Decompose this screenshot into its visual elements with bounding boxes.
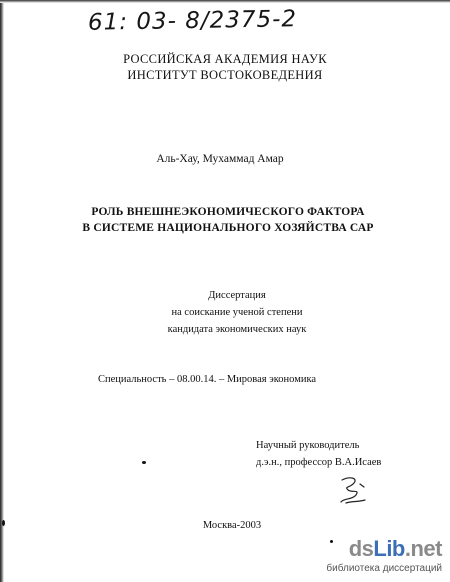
place-and-year: Москва-2003 — [202, 520, 262, 531]
logo-part-lib: Lib — [373, 536, 405, 561]
watermark-subtitle: библиотека диссертаций — [326, 563, 442, 574]
supervisor-label: Научный руководитель — [256, 440, 360, 451]
degree-line-1: на соискание ученой степени — [171, 307, 303, 318]
specialty-line: Специальность – 08.00.14. – Мировая экономика — [98, 374, 317, 385]
dissertation-title-line-1: РОЛЬ ВНЕШНЕЭКОНОМИЧЕСКОГО ФАКТОРА — [91, 206, 365, 218]
logo-part-net: .net — [404, 536, 442, 561]
supervisor-signature — [338, 474, 368, 506]
dslib-watermark[interactable] — [326, 536, 446, 580]
scan-edge-top — [0, 0, 450, 3]
scan-speck — [142, 461, 146, 464]
supervisor-name: д.э.н., профессор В.А.Исаев — [256, 457, 382, 468]
handwritten-archive-number: 61: 03- 8/2375-2 — [87, 6, 298, 36]
organization-line-2: ИНСТИТУТ ВОСТОКОВЕДЕНИЯ — [127, 68, 323, 82]
degree-line-2: кандидата экономических наук — [167, 324, 307, 335]
dissertation-title-line-2: В СИСТЕМЕ НАЦИОНАЛЬНОГО ХОЗЯЙСТВА САР — [82, 222, 374, 234]
scan-edge-left — [0, 0, 4, 582]
dslib-logo — [349, 536, 442, 562]
author-name: Аль-Хау, Мухаммад Амар — [156, 153, 284, 165]
dissertation-type: Диссертация — [208, 290, 266, 301]
scan-speck — [330, 540, 333, 543]
logo-part-ds: ds — [348, 536, 374, 561]
organization-line-1: РОССИЙСКАЯ АКАДЕМИЯ НАУК — [123, 52, 327, 66]
scan-speck — [2, 520, 5, 526]
